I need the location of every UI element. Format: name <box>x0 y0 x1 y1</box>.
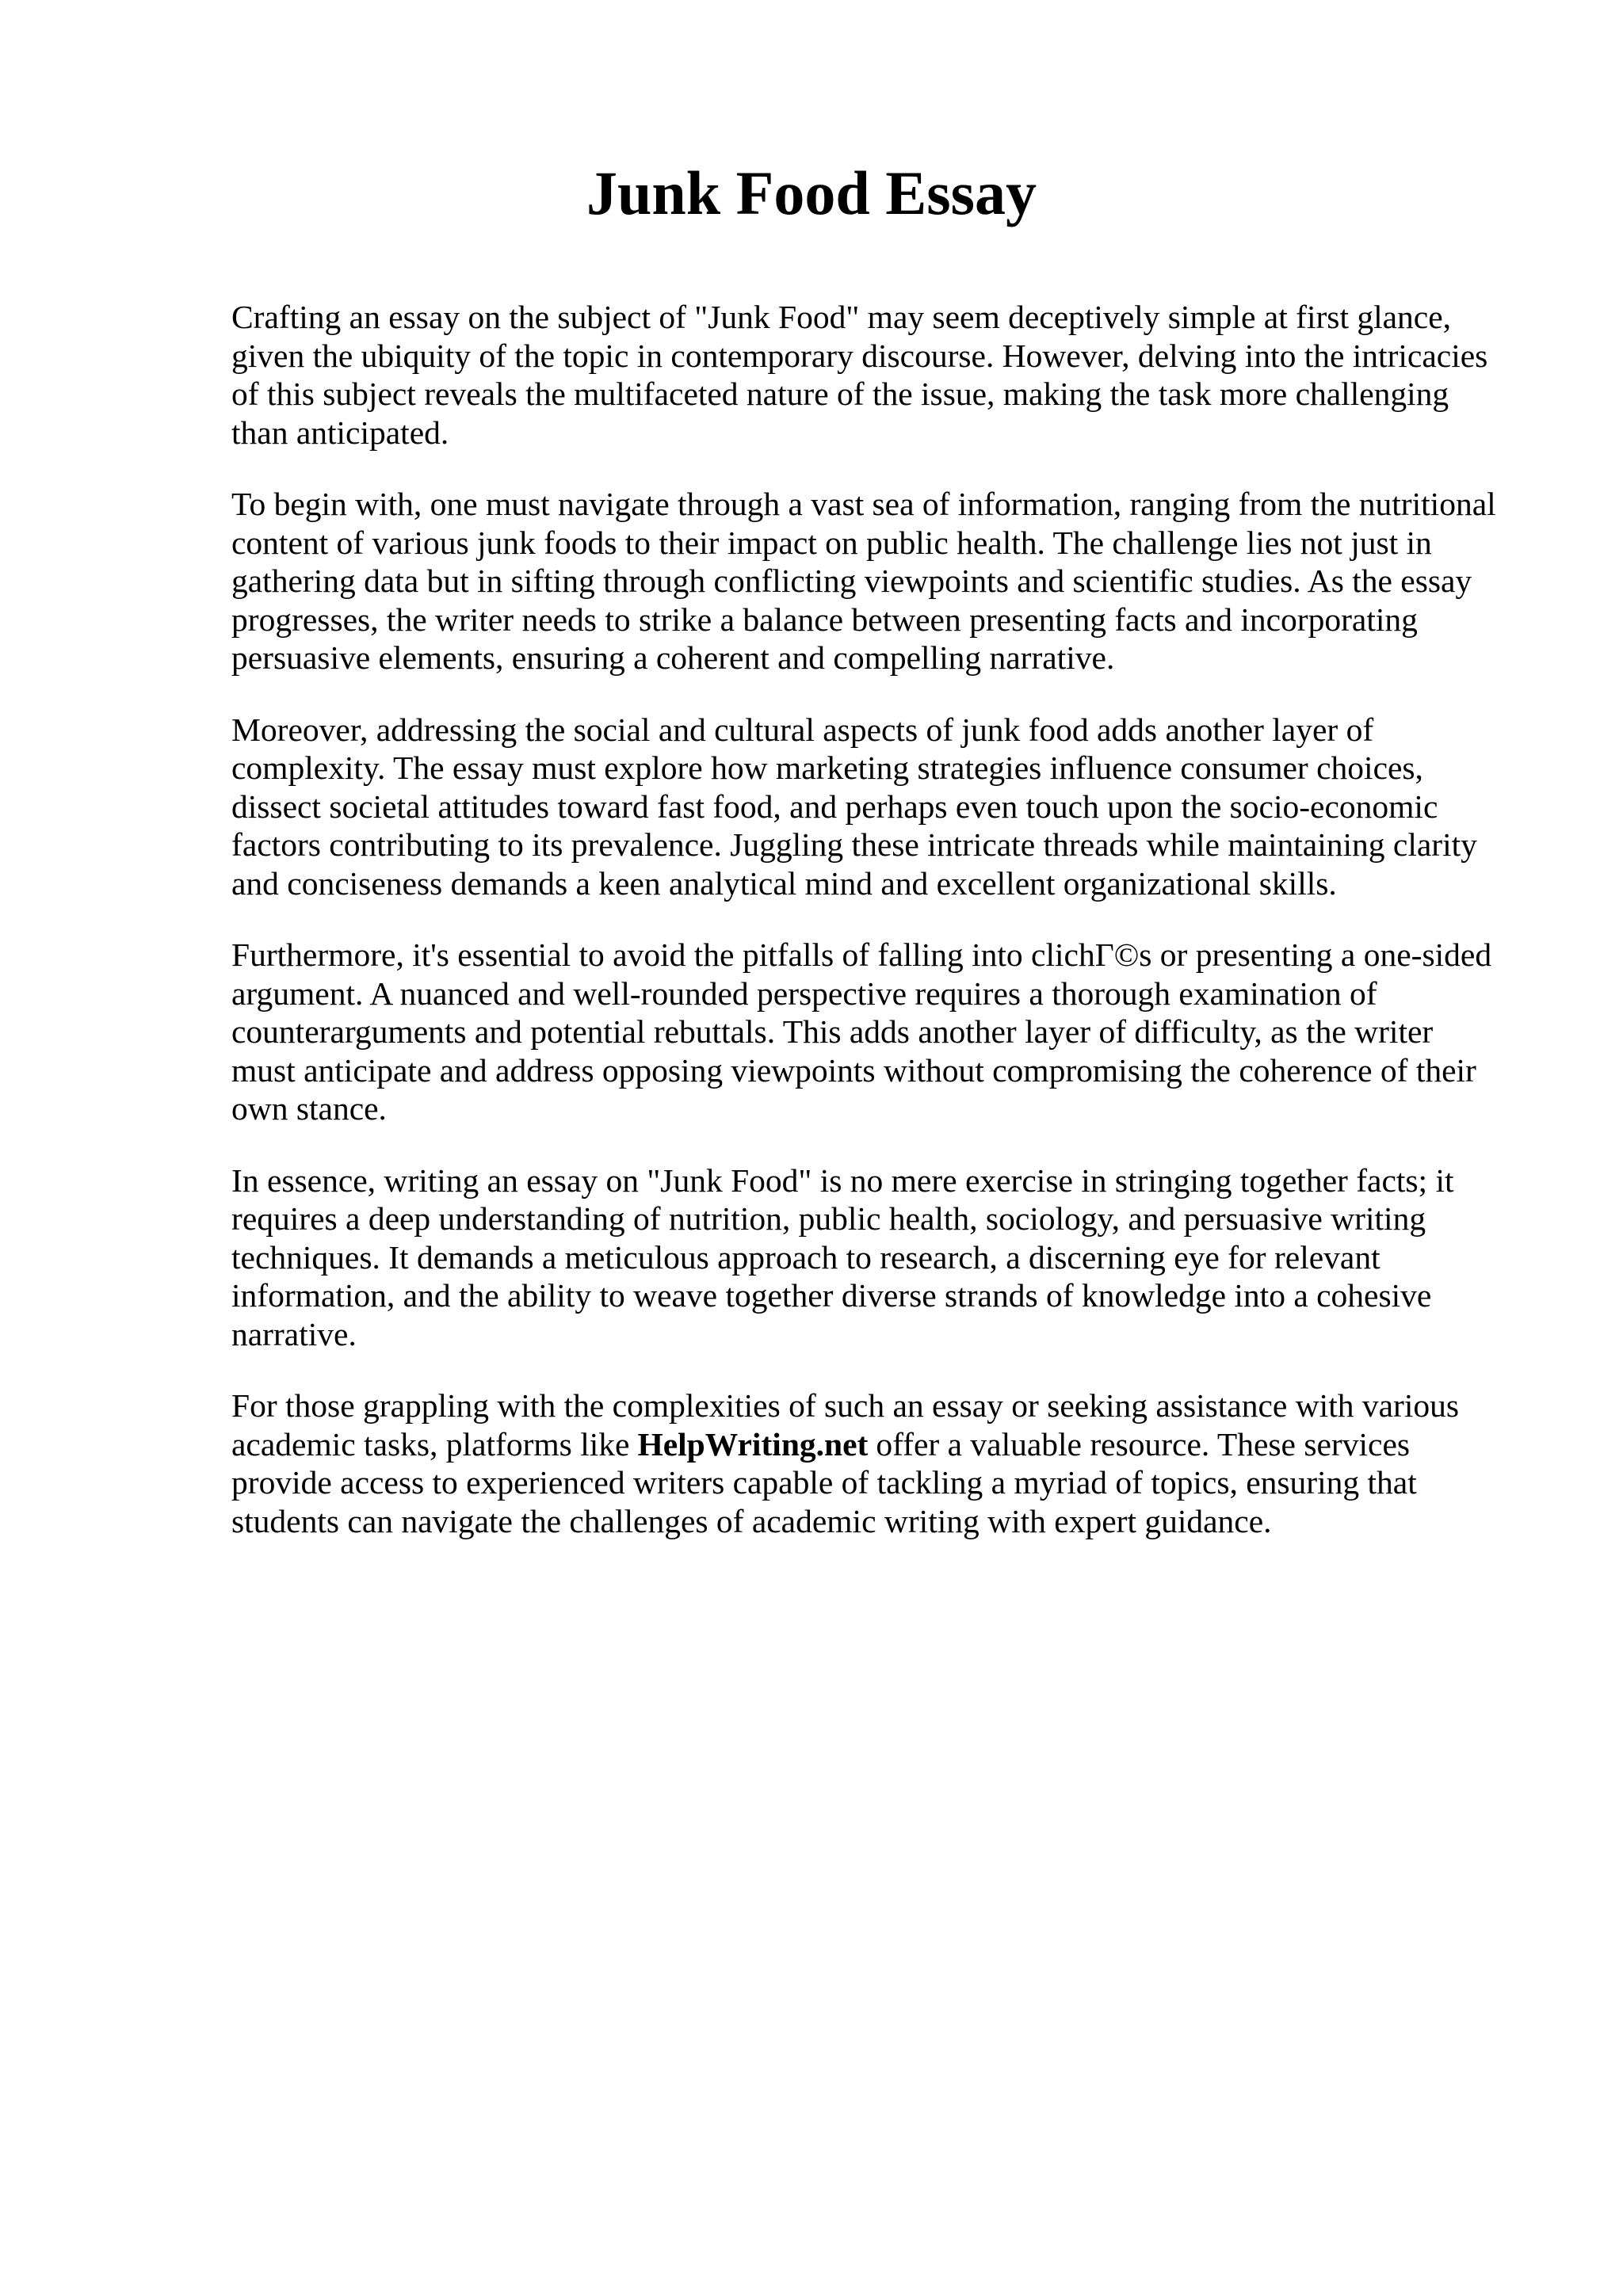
text-line: content of various junk foods to their impact on public health. The challenge lies not just in <box>231 524 1432 561</box>
paragraph-2 <box>231 485 1515 677</box>
text-line: given the ubiquity of the topic in contemporary discourse. However, delving into the intricacies <box>231 337 1488 374</box>
document-title: Junk Food Essay <box>586 158 1037 227</box>
text-line: requires a deep understanding of nutrition, public health, sociology, and persuasive writing <box>231 1200 1426 1237</box>
text-line: provide access to experienced writers capable of tackling a myriad of topics, ensuring that <box>231 1464 1417 1501</box>
text-line: counterarguments and potential rebuttals. This adds another layer of difficulty, as the writer <box>231 1013 1434 1050</box>
paragraph-3 <box>231 711 1515 903</box>
text-line: students can navigate the challenges of academic writing with expert guidance. <box>231 1502 1272 1539</box>
text-line-with-link <box>231 1425 1515 1464</box>
text-segment: offer a valuable resource. These services <box>876 1425 1411 1463</box>
text-line: Crafting an essay on the subject of "Junk Food" may seem deceptively simple at first glance, <box>231 299 1452 335</box>
paragraph-6 <box>231 1386 1515 1540</box>
paragraph-1 <box>231 298 1515 452</box>
paragraph-5 <box>231 1161 1515 1354</box>
text-line: Moreover, addressing the social and cultural aspects of junk food adds another layer of <box>231 711 1374 748</box>
text-line: techniques. It demands a meticulous approach to research, a discerning eye for relevant <box>231 1238 1381 1276</box>
essay-body <box>231 298 1515 1573</box>
paragraph-4 <box>231 936 1515 1128</box>
text-line: gathering data but in sifting through conflicting viewpoints and scientific studies. As the essay <box>231 563 1472 599</box>
text-line: information, and the ability to weave together diverse strands of knowledge into a cohesive <box>231 1277 1432 1314</box>
text-line: To begin with, one must navigate through a vast sea of information, ranging from the nutritional <box>231 486 1496 522</box>
text-line: and conciseness demands a keen analytical mind and excellent organizational skills. <box>231 864 1337 902</box>
text-line: must anticipate and address opposing viewpoints without compromising the coherence of their <box>231 1051 1476 1089</box>
text-line: own stance. <box>231 1090 387 1127</box>
text-line: For those grappling with the complexities of such an essay or seeking assistance with various <box>231 1387 1460 1424</box>
helpwriting-link[interactable]: HelpWriting.net <box>637 1425 869 1463</box>
text-line: progresses, the writer needs to strike a balance between presenting facts and incorporating <box>231 601 1418 638</box>
text-line: In essence, writing an essay on "Junk Food" is no mere exercise in stringing together facts; it <box>231 1161 1454 1199</box>
text-line: persuasive elements, ensuring a coherent and compelling narrative. <box>231 639 1115 676</box>
text-line: factors contributing to its prevalence. Juggling these intricate threads while maintaining clarity <box>231 826 1477 863</box>
text-line: narrative. <box>231 1315 357 1352</box>
text-line: complexity. The essay must explore how marketing strategies influence consumer choices, <box>231 749 1423 786</box>
text-line: of this subject reveals the multifaceted nature of the issue, making the task more challenging <box>231 376 1449 412</box>
text-line: argument. A nuanced and well-rounded perspective requires a thorough examination of <box>231 974 1377 1012</box>
text-segment: academic tasks, platforms like <box>231 1425 630 1463</box>
text-line: dissect societal attitudes toward fast food, and perhaps even touch upon the socio-economic <box>231 788 1438 825</box>
text-line: than anticipated. <box>231 414 449 451</box>
text-line: Furthermore, it's essential to avoid the pitfalls of falling into clichГ©s or presenting a one-sided <box>231 936 1492 973</box>
